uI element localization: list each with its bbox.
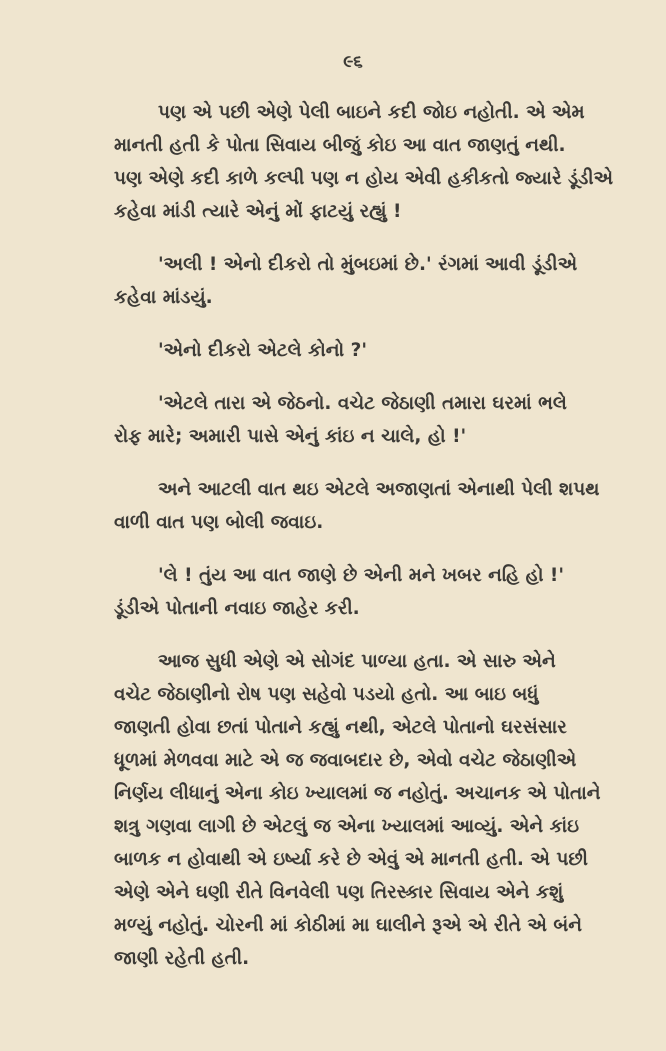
text-line: 'એટલે તારા એ જેઠનો. વચેટ જેઠાણી તમારા ઘરમાં ભલે [158, 393, 567, 414]
text-line: જાણતી હોવા છતાં પોતાને કહ્યું નથી, એટલે પોતાનો ઘરસંસાર [114, 717, 567, 738]
text-line: અને આટલી વાત થઇ એટલે અજાણતાં એનાથી પેલી શપથ [158, 479, 600, 500]
text-line: જાણી રહેતી હતી. [114, 948, 250, 969]
text-line: ડૂંડીએ પોતાની નવાઇ જાહેર કરી. [114, 598, 360, 619]
text-line: 'એનો દીકરો એટલે કોનો ?' [158, 340, 367, 361]
text-line: રોફ મારે; અમારી પાસે એનું કાંઇ ન ચાલે, હો !' [114, 426, 467, 447]
text-line: એણે એને ઘણી રીતે વિનવેલી પણ તિરસ્કાર સિવાય એને કશું [114, 882, 564, 903]
paragraph-3 [114, 334, 592, 367]
text-line: મળ્યું નહોતું. ચોરની માં કોઠીમાં મા ઘાલીને રૂએ એ રીતે એ બંને [114, 915, 583, 936]
paragraph-5 [114, 473, 600, 539]
paragraph-2 [114, 248, 592, 314]
text-line: વાળી વાત પણ બોલી જવાઇ. [114, 512, 324, 533]
text-line: વચેટ જેઠાણીનો રોષ પણ સહેવો પડયો હતો. આ બાઇ બધું [114, 684, 539, 705]
text-line: માનતી હતી કે પોતા સિવાય બીજું કોઇ આ વાત જાણતું નથી. [114, 135, 566, 156]
text-line: પણ એ પછી એણે પેલી બાઇને કદી જોઇ નહોતી. એ એમ [158, 102, 585, 123]
text-line: કહેવા માંડી ત્યારે એનું મોં ફાટયું રહ્યું ! [114, 201, 402, 222]
text-line: 'લે ! તુંય આ વાત જાણે છે એની મને ખબર નહિ હો !' [158, 565, 565, 586]
paragraph-6 [114, 559, 592, 625]
paragraph-7 [114, 645, 601, 975]
text-line: બાળક ન હોવાથી એ ઇર્ષ્યા કરે છે એવું એ માનતી હતી. એ પછી [114, 849, 588, 870]
text-line: 'અલી ! એનો દીકરો તો મુંબઇમાં છે.' રંગમાં આવી ડૂંડીએ [158, 254, 578, 275]
page-number: ૯૬ [343, 52, 363, 72]
text-line: નિર્ણય લીધાનું એના કોઇ ખ્યાલમાં જ નહોતું. અચાનક એ પોતાને [114, 783, 601, 804]
paragraph-4 [114, 387, 592, 453]
text-line: કહેવા માંડયું. [114, 287, 213, 308]
text-line: શત્રુ ગણવા લાગી છે એટલું જ એના ખ્યાલમાં આવ્યું. એને કાંઇ [114, 816, 580, 837]
paragraph-1 [114, 96, 614, 228]
text-line: પણ એણે કદી કાળે કલ્પી પણ ન હોય એવી હકીકતો જ્યારે ડૂંડીએ [114, 168, 614, 189]
text-line: આજ સુધી એણે એ સોગંદ પાળ્યા હતા. એ સારુ એને [158, 651, 556, 672]
text-line: ધૂળમાં મેળવવા માટે એ જ જવાબદાર છે, એવો વચેટ જેઠાણીએ [114, 750, 577, 771]
